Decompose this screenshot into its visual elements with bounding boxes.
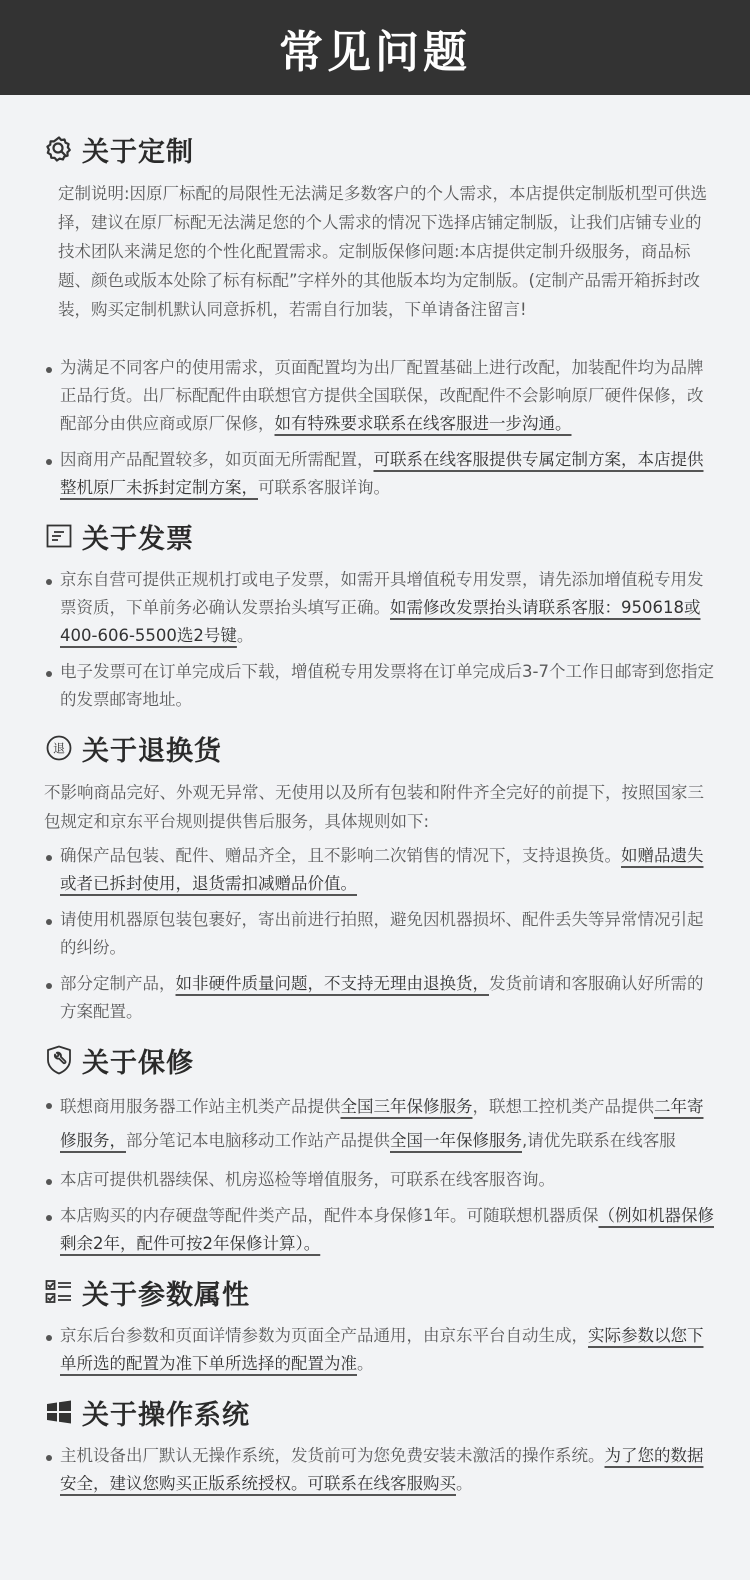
warranty-list xyxy=(44,1090,716,1258)
document-list-icon xyxy=(44,521,74,551)
section-title: 关于发票 xyxy=(82,523,194,555)
list-item: 本店可提供机器续保、机房巡检等增值服务，可联系在线客服咨询。 xyxy=(44,1166,716,1194)
highlight-text: 如非硬件质量问题，不支持无理由退换货， xyxy=(175,974,489,993)
highlight-text: （例如机器保修剩余2年，配件可按2年保修计算）。 xyxy=(60,1206,714,1253)
customization-list xyxy=(44,354,716,502)
section-customization xyxy=(44,125,716,502)
page-title: 常见问题 xyxy=(279,26,471,78)
section-heading xyxy=(44,125,716,173)
highlight-text: 如需修改发票抬头请联系客服：950618或400-606-5500选2号键 xyxy=(60,598,701,645)
section-heading xyxy=(44,512,716,560)
returns-list xyxy=(44,842,716,1026)
highlight-text: 全国一年保修服务 xyxy=(390,1131,522,1150)
section-heading xyxy=(44,1036,716,1084)
list-item: 请使用机器原包装包裹好，寄出前进行拍照，避免因机器损坏、配件丢失等异常情况引起的纠纷。 xyxy=(44,906,716,962)
faq-content xyxy=(0,95,750,1536)
list-item: 主机设备出厂默认无操作系统，发货前可为您免费安装未激活的操作系统。为了您的数据安全，建议您购买正版系统授权。可联系在线客服购买。 xyxy=(44,1442,716,1498)
invoice-list xyxy=(44,566,716,714)
list-item: 联想商用服务器工作站主机类产品提供全国三年保修服务，联想工控机类产品提供二年寄修服务，部分笔记本电脑移动工作站产品提供全国一年保修服务,请优先联系在线客服 xyxy=(44,1090,716,1158)
windows-logo-icon xyxy=(44,1397,74,1427)
highlight-text: 全国三年保修服务 xyxy=(340,1097,473,1116)
list-item: 京东自营可提供正规机打或电子发票，如需开具增值税专用发票，请先添加增值税专用发票资质，下单前务必确认发票抬头填写正确。如需修改发票抬头请联系客服：950618或400-606-5500选2号键。 xyxy=(44,566,716,650)
svg-text:退: 退 xyxy=(52,741,66,756)
section-invoice xyxy=(44,512,716,714)
checklist-icon xyxy=(44,1277,74,1307)
section-warranty xyxy=(44,1036,716,1258)
page-header xyxy=(0,0,750,95)
section-title: 关于保修 xyxy=(82,1047,194,1079)
list-item: 确保产品包装、配件、赠品齐全，且不影响二次销售的情况下，支持退换货。如赠品遗失或者已拆封使用，退货需扣减赠品价值。 xyxy=(44,842,716,898)
returns-intro: 不影响商品完好、外观无异常、无使用以及所有包装和附件齐全完好的前提下，按照国家三包规定和京东平台规则提供售后服务，具体规则如下: xyxy=(44,783,704,831)
os-list xyxy=(44,1442,716,1498)
list-item: 部分定制产品，如非硬件质量问题，不支持无理由退换货，发货前请和客服确认好所需的方案配置。 xyxy=(44,970,716,1026)
section-os xyxy=(44,1388,716,1498)
section-title: 关于退换货 xyxy=(82,735,222,767)
shield-wrench-icon xyxy=(44,1045,74,1075)
list-item: 京东后台参数和页面详情参数为页面全产品通用，由京东平台自动生成，实际参数以您下单所选的配置为准下单所选择的配置为准。 xyxy=(44,1322,716,1378)
section-heading xyxy=(44,1388,716,1436)
gear-search-icon xyxy=(44,134,74,164)
list-item: 为满足不同客户的使用需求，页面配置均为出厂配置基础上进行改配，加装配件均为品牌正品行货。出厂标配配件由联想官方提供全国联保，改配配件不会影响原厂硬件保修，改配部分由供应商或原厂保修，如有特殊要求联系在线客服进一步沟通。 xyxy=(44,354,716,438)
highlight-text: 如有特殊要求联系在线客服进一步沟通。 xyxy=(274,414,572,433)
customization-intro: 定制说明:因原厂标配的局限性无法满足多数客户的个人需求，本店提供定制版机型可供选择，建议在原厂标配无法满足您的个人需求的情况下选择店铺定制版，让我们店铺专业的技术团队来满足您的个性化配置需求。定制版保修问题:本店提供定制升级服务，商品标题、颜色或版本处除了标有标配”字样外的其他版本均为定制版。(定制产品需开箱拆封改装，购买定制机默认同意拆机，若需自行加装，下单请备注留言! xyxy=(58,184,708,319)
section-title: 关于操作系统 xyxy=(82,1399,250,1431)
highlight-text: 可联系在线客服提供专属定制方案，本店提供整机原厂未拆封定制方案， xyxy=(60,450,704,497)
return-badge-icon xyxy=(44,733,74,763)
list-item: 因商用产品配置较多，如页面无所需配置，可联系在线客服提供专属定制方案，本店提供整机原厂未拆封定制方案，可联系客服详询。 xyxy=(44,446,716,502)
section-title: 关于参数属性 xyxy=(82,1279,250,1311)
highlight-text: 二年寄修服务， xyxy=(60,1097,704,1150)
highlight-text: 如赠品遗失或者已拆封使用，退货需扣减赠品价值。 xyxy=(60,846,704,893)
list-item: 电子发票可在订单完成后下载，增值税专用发票将在订单完成后3-7个工作日邮寄到您指定的发票邮寄地址。 xyxy=(44,658,716,714)
highlight-text: 为了您的数据安全，建议您购买正版系统授权。可联系在线客服购买 xyxy=(60,1446,704,1493)
section-heading xyxy=(44,724,716,772)
section-specs xyxy=(44,1268,716,1378)
highlight-text: 实际参数以您下单所选的配置为准下单所选择的配置为准 xyxy=(60,1326,704,1373)
section-returns xyxy=(44,724,716,1026)
section-heading xyxy=(44,1268,716,1316)
section-title: 关于定制 xyxy=(82,136,194,168)
specs-list xyxy=(44,1322,716,1378)
list-item: 本店购买的内存硬盘等配件类产品，配件本身保修1年。可随联想机器质保（例如机器保修剩余2年，配件可按2年保修计算）。 xyxy=(44,1202,716,1258)
